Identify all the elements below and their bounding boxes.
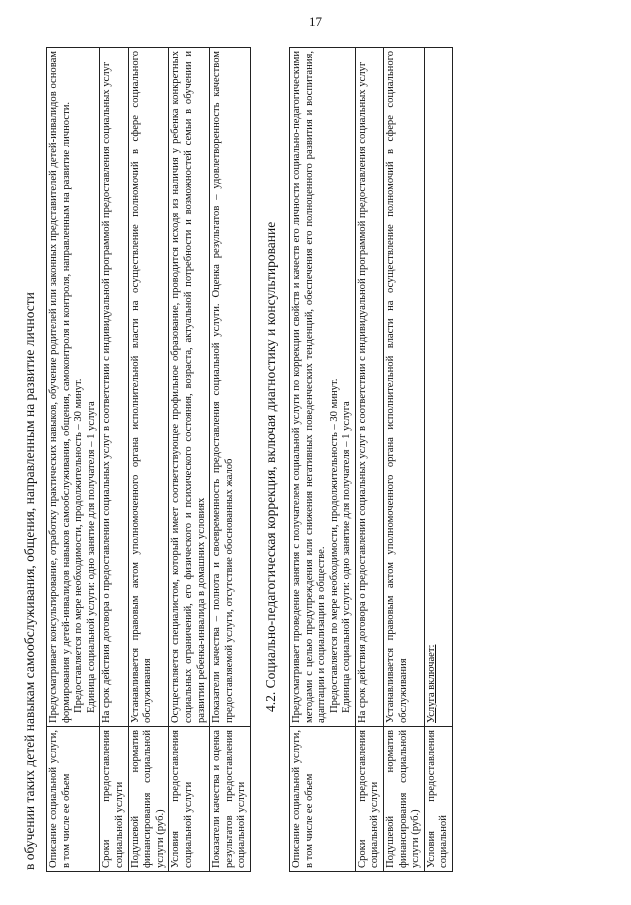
row-value: [424, 48, 452, 727]
table-row: [384, 48, 425, 872]
row-value: [128, 48, 169, 727]
table-row: [289, 48, 355, 872]
row-label: Подушевой норматив финансирования социальной услуги (руб.): [128, 727, 169, 872]
row-label: Подушевой норматив финансирования социальной услуги (руб.): [384, 727, 425, 872]
row-value: [355, 48, 383, 727]
section2-title: 4.2. Социально-педагогическая коррекция, включая диагностику и консультирование: [262, 221, 278, 712]
value-line: На срок действия договора о предоставлении социальных услуг в соответствии с индивидуальной программой предоставления социальных услуг: [101, 61, 113, 723]
rotated-content: [22, 47, 578, 872]
value-line: Предусматривает консультирование, отработку практических навыков, обучение родителей или законных представителей детей-инвалидов основам формирования у детей-инвалидов навыков самообслуживания, общения, самоконтроля и контроля, направленным на развитие личности.: [48, 51, 72, 723]
row-label: Описание социальной услуги, в том числе ее объем: [289, 727, 355, 872]
value-line: Показатели качества – полнота и своевременность предоставления социальной услуги. Оценка результатов – удовлетворенность качеством предоставляемой услуги, отсутствие обоснованных жалоб: [211, 51, 235, 723]
section1-table: [46, 47, 251, 872]
row-label: Условия предоставления социальной: [424, 727, 452, 872]
value-line: Осуществляется специалистом, который имеет соответствующее профильное образование, проводится исходя из наличия у ребенка конкретных социальных ограничений, его физического и психического состояния, возраста, актуальной потребности и возможностей семьи в обучении и развитии ребенка-инвалида в домашних условиях: [170, 51, 207, 723]
table-row: [424, 48, 452, 872]
row-label: Сроки предоставления социальной услуги: [355, 727, 383, 872]
section2-table: [289, 47, 453, 872]
row-value: [47, 48, 100, 727]
row-value: [384, 48, 425, 727]
value-line: Устанавливается правовым актом уполномоченного органа исполнительной власти на осуществление полномочий в сфере социального обслуживания: [385, 51, 409, 723]
row-value: [210, 48, 251, 727]
value-line: Устанавливается правовым актом уполномоченного органа исполнительной власти на осуществление полномочий в сфере социального обслуживания: [129, 51, 154, 723]
row-value: [169, 48, 210, 727]
value-line: Предоставляется по мере необходимости, продолжительность – 30 минут.: [328, 378, 340, 713]
row-label: Показатели качества и оценка результатов предоставления социальной услуги: [210, 727, 251, 872]
row-label: Описание социальной услуги, в том числе ее объем: [47, 727, 100, 872]
table-row: [355, 48, 383, 872]
row-label: Условия предоставления социальной услуги: [169, 727, 210, 872]
row-value: [100, 48, 128, 727]
page-number: 17: [309, 14, 322, 29]
row-value: [289, 48, 355, 727]
value-line: Предоставляется по мере необходимости, продолжительность – 30 минут.: [73, 378, 85, 713]
table-row: [169, 48, 210, 872]
table-row: [128, 48, 169, 872]
table-row: [47, 48, 100, 872]
table-row: [210, 48, 251, 872]
value-line: Предусматривает проведение занятия с получателем социальной услуги по коррекции свойств и качеств его личности социально-педагогическими методами с целью предупреждения или снижения негативных поведенческих тенденций, обеспечения его полноценного развития и воспитания, адаптации и социализации в обществе.: [290, 51, 328, 723]
value-line: Единица социальной услуги: одно занятие для получателя – 1 услуга: [85, 401, 97, 713]
row-label: Сроки предоставления социальной услуги: [100, 727, 128, 872]
section1-title: в обучении таких детей навыкам самообслуживания, общения, направленным на развитие личности: [22, 292, 37, 870]
table-row: [100, 48, 128, 872]
value-line: Услуга включает:: [425, 644, 437, 723]
value-line: На срок действия договора о предоставлении социальных услуг в соответствии с индивидуальной программой предоставления социальных услуг: [356, 61, 368, 723]
value-line: Единица социальной услуги: одно занятие для получателя – 1 услуга: [341, 401, 353, 713]
